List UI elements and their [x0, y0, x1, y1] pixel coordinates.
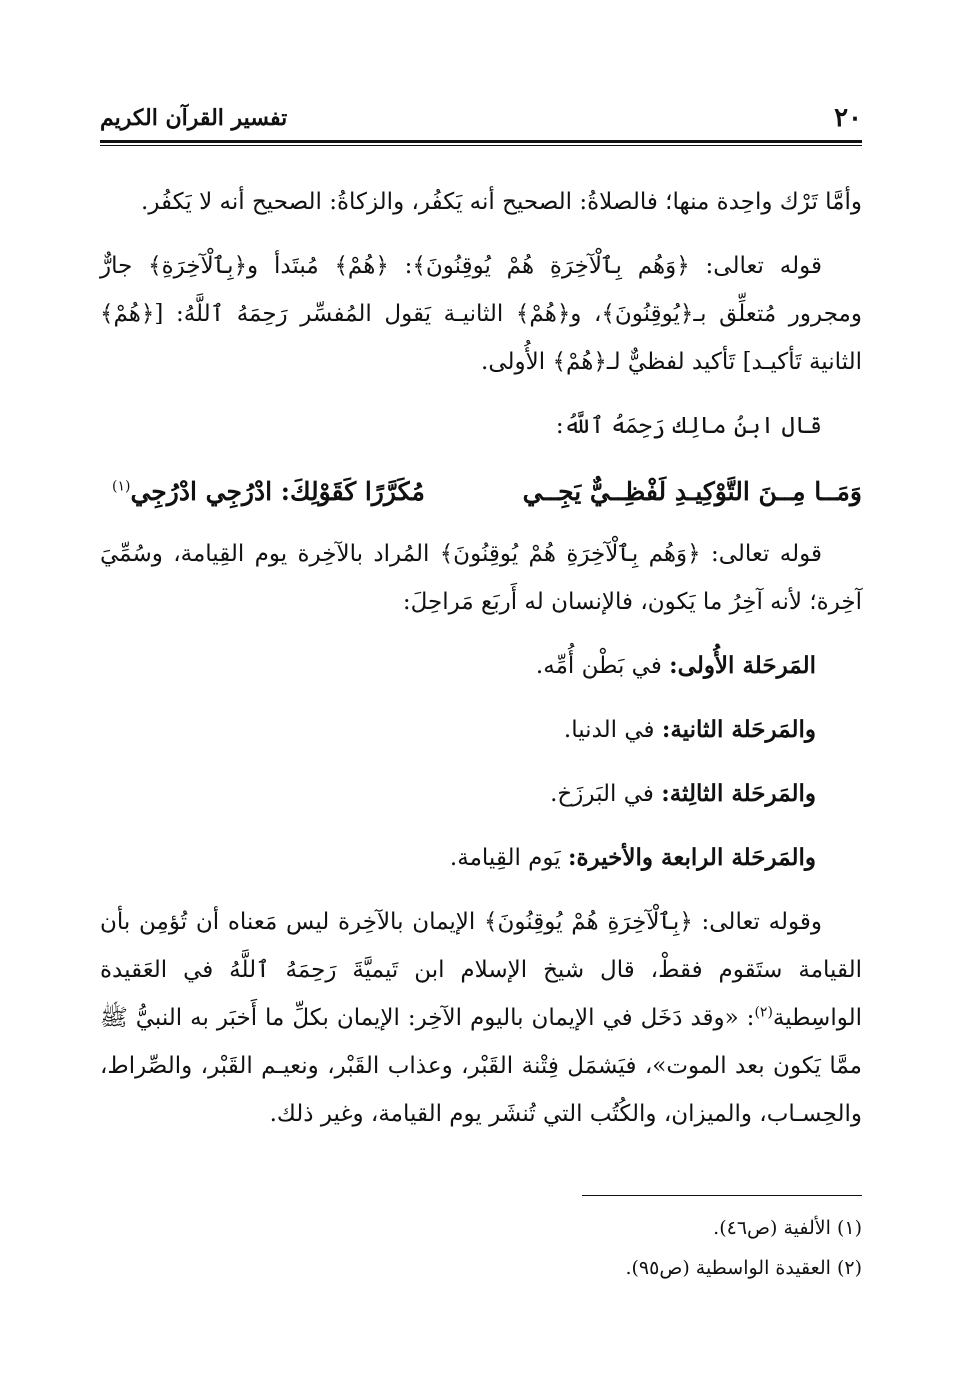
stage-item: [100, 642, 816, 690]
stage-label: والمَرحَلة الثانية:: [661, 716, 816, 743]
header-rule: [100, 140, 862, 146]
footnote-1: (١) الألفية (ص٤٦).: [713, 1217, 862, 1239]
verse-second-hemistich: [112, 466, 425, 518]
verse-second-hemistich-text: مُكَرَّرًا كَقَوْلِكَ: ادْرُجِي ادْرُجِي: [130, 477, 425, 506]
footnote-rule: [582, 1195, 862, 1196]
paragraph-3: قال ابنُ مالِك رَحِمَهُ ٱللَّهُ:: [555, 413, 822, 439]
poetry-verse: [100, 466, 862, 518]
stage-item: [100, 770, 816, 818]
footnote-ref-1[interactable]: (١): [112, 478, 131, 495]
footnote-2: (٢) العقيدة الواسطية (ص٩٥).: [625, 1257, 862, 1279]
paragraph-5-part-1: وقوله تعالى: ﴿بِٱلْآخِرَةِ هُمْ يُوقِنُونَ﴾ الإيمان بالآخِرة ليس مَعناه أن تُؤمِن بأن القيامة ستَقوم فقطْ، قال شيخ الإسلام ابن تَيميَّةَ رَحِمَهُ ٱللَّهُ في العَقيدة الواسِطية: [100, 909, 862, 1031]
paragraph-1: وأمَّا تَرْك واحِدة منها؛ فالصلاةُ: الصحيح أنه يَكفُر، والزكاةُ: الصحيح أنه لا يَكفُر.: [141, 189, 862, 215]
stage-label: المَرحَلة الأُولى:: [669, 652, 816, 679]
footnote-ref-2[interactable]: (٢): [754, 1004, 773, 1021]
stage-text: في البَرزَخ.: [550, 781, 662, 807]
paragraph-5: [100, 898, 862, 1138]
stage-item: [100, 834, 816, 882]
paragraph-2: قوله تعالى: ﴿وَهُم بِٱلْآخِرَةِ هُمْ يُوقِنُونَ﴾: ﴿هُمْ﴾ مُبتَدأ و﴿بِٱلْآخِرَةِ﴾ جارٌّ ومجرور مُتعلِّق بـ﴿يُوقِنُونَ﴾، و﴿هُمْ﴾ الثانيـة يَقول المُفسِّر رَحِمَهُ ٱللَّهُ: [﴿هُمْ﴾ الثانية تَأكيـد] تَأكيد لفظيٌّ لـ﴿هُمْ﴾ الأُولى.: [100, 253, 862, 375]
stage-text: يَوم القِيامة.: [449, 845, 569, 871]
page-header: [100, 98, 862, 138]
verse-first-hemistich: وَمَــا مِــنَ التَّوْكِيـدِ لَفْظِــيٌّ يَجِــي: [522, 477, 862, 506]
stage-text: في بَطْن أُمِّه.: [535, 653, 670, 679]
footnotes: [100, 1208, 862, 1288]
stage-item: [100, 706, 816, 754]
stage-label: والمَرحَلة الثالِثة:: [661, 780, 816, 807]
book-title: تفسير القرآن الكريم: [100, 105, 288, 131]
main-text: [100, 178, 862, 1154]
paragraph-5-part-2: : «وقد دَخَل في الإيمان باليوم الآخِر: الإيمان بكلِّ ما أَخبَر به النبيُّ ﷺ ممَّا يَكون بعد الموت»، فيَشمَل فِتْنة القَبْر، وعذاب القَبْر، ونعيـم القَبْر، والصِّراط، والحِسـاب، والميزان، والكُتُب التي تُنشَر يوم القيامة، وغير ذلك.: [100, 1005, 862, 1127]
paragraph-4: قوله تعالى: ﴿وَهُم بِٱلْآخِرَةِ هُمْ يُوقِنُونَ﴾ المُراد بالآخِرة يوم القِيامة، وسُمِّيَ آخِرة؛ لأنه آخِرُ ما يَكون، فالإنسان له أَربَع مَراحِلَ:: [100, 541, 862, 615]
stage-text: في الدنيا.: [563, 717, 662, 743]
stage-label: والمَرحَلة الرابعة والأخيرة:: [568, 844, 816, 871]
page-number: ٢٠: [834, 103, 862, 133]
